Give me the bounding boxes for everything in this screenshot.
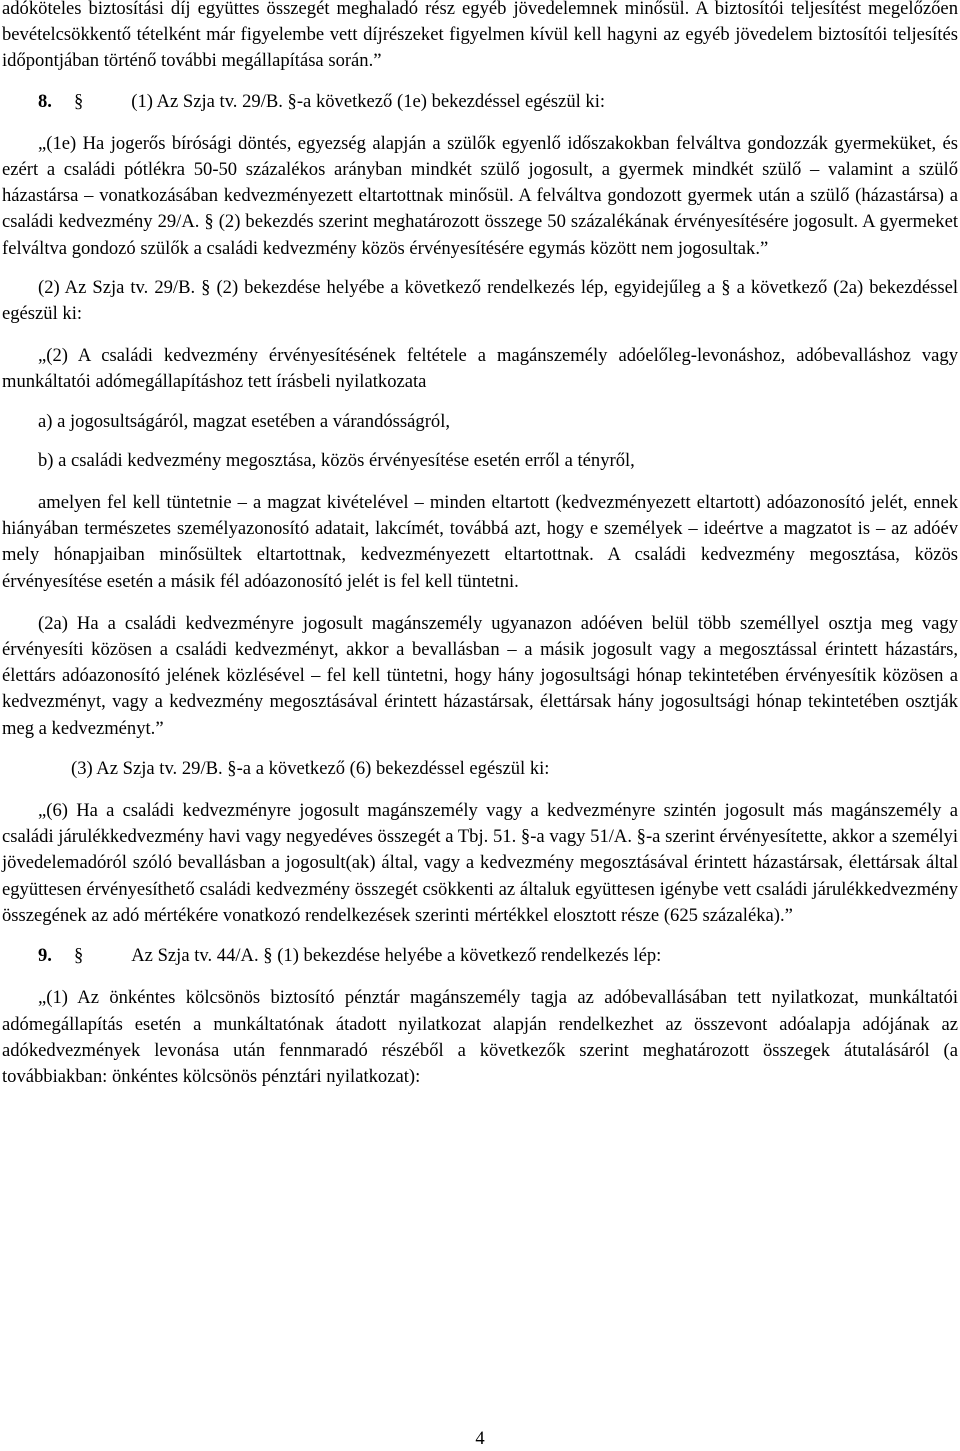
paragraph-2-item-a: a) a jogosultságáról, magzat esetében a várandósságról, bbox=[38, 410, 451, 432]
section-8-number: 8. bbox=[38, 90, 52, 112]
paragraph-1e: „(1e) Ha jogerős bírósági döntés, egyezség alapján a szülők egyenlő időszakokban felváltva gondozzák gyermeküket, és ezért a családi pótlékra 50-50 százalékos arányban mindkét szülő jogosult, a gyermek mindkét szülő – valamint a szülő házastársa – vonatkozásában kedvezményezett eltartottnak minősül. A felváltva gondozott gyermek után a szülő (házastársa) a családi kedvezmény 29/A. § (2) bekezdés szerint meghatározott összege 50 százalékának érvényesítésére jogosult. A gyermeket felváltva gondozó szülők a családi kedvezmény közös érvényesítésére egymás között nem jogosultak.” bbox=[2, 132, 958, 259]
paragraph-6: „(6) Ha a családi kedvezményre jogosult magánszemély vagy a kedvezményre szintén jogosult más magánszemély a családi járulékkedvezmény havi vagy negyedéves összegét a Tbj. 51. §-a vagy 51/A. §-a szerint érvényesítette, akkor a személyi jövedelemadóról szóló bevallásban a jogosult(ak) által, vagy a kedvezmény megosztásával érintett házastársak, élettársak által együttesen érvényesíthető családi kedvezmény összegét csökkenti az általuk együttesen igénybe vett családi járulékkedvezmény összegének az adó mértékére vonatkozó rendelkezések szerinti mértékkel elosztott része (625 százaléka).” bbox=[2, 800, 958, 926]
page-number: 4 bbox=[475, 1428, 485, 1449]
section-8-2-heading: (2) Az Szja tv. 29/B. § (2) bekezdése helyébe a következő rendelkezés lép, egyidejűleg a § a következő (2a) bekezdéssel egészül ki: bbox=[2, 276, 958, 325]
paragraph-2-item-b: b) a családi kedvezmény megosztása, közös érvényesítése esetén erről a tényről, bbox=[38, 449, 635, 471]
paragraph-2-continuation: amelyen fel kell tüntetnie – a magzat kivételével – minden eltartott (kedvezményezett eltartott) adóazonosító jelét, ennek hiányában természetes személyazonosító adatait, lakcímét, továbbá azt, hogy e személyek – ideértve a magzatot is – az adóév mely hónapjaiban minősültek eltartottnak, kedvezményezett eltartottnak. A családi kedvezmény megosztása, közös érvényesítése esetén a másik fél adóazonosító jelét is fel kell tüntetni. bbox=[2, 492, 958, 592]
section-9-heading bbox=[2, 943, 958, 969]
paragraph-2a: (2a) Ha a családi kedvezményre jogosult magánszemély ugyanazon adóéven belül több személlyel osztja meg vagy érvényesíti közösen a családi kedvezményt, akkor a bevallásban – a másik jogosult vagy a megosztással érintett házastárs, élettárs adóazonosító jelének közlésével – fel kell tüntetni, hogy hány jogosultsági hónap tekintetében érvényesítik közösen a kedvezményt, vagy a kedvezmény megosztásával érintett házastársak, élettársak hány jogosultsági hónap tekintetében osztják meg a kedvezményt.” bbox=[2, 612, 958, 739]
section-8-heading bbox=[2, 89, 958, 115]
document-page bbox=[2, 0, 958, 1090]
section-8-3-heading: (3) Az Szja tv. 29/B. §-a a következő (6) bekezdéssel egészül ki: bbox=[71, 757, 550, 779]
section-8-sign: § bbox=[73, 90, 84, 112]
section-9-sign: § bbox=[73, 945, 84, 967]
paragraph-2: „(2) A családi kedvezmény érvényesítésének feltétele a magánszemély adóelőleg-levonáshoz, adóbevalláshoz vagy munkáltatói adómegállapításhoz tett írásbeli nyilatkozata bbox=[2, 345, 958, 393]
section-9-heading-text: Az Szja tv. 44/A. § (1) bekezdése helyébe a következő rendelkezés lép: bbox=[131, 945, 662, 967]
section-9-paragraph-1: „(1) Az önkéntes kölcsönös biztosító pénztár magánszemély tagja az adóbevallásában tett nyilatkozat, munkáltatói adómegállapítás esetén a munkáltatónak átadott nyilatkozat alapján rendelkezhet az összevont adóalapja adójának az adókedvezmények levonása után fennmaradó részéből a következők szerint meghatározott összegek átutalásáról (a továbbiakban: önkéntes kölcsönös pénztári nyilatkozat): bbox=[2, 987, 958, 1087]
section-9-number: 9. bbox=[38, 945, 52, 967]
intro-paragraph: adóköteles biztosítási díj együttes összegét meghaladó rész egyéb jövedelemnek minősül. A biztosítói teljesítést megelőzően bevételcsökkentő tételként már figyelembe vett díjrészeket figyelmen kívül kell hagyni az egyéb jövedelem biztosítói teljesítés időpontjában történő további megállapítása során.” bbox=[2, 0, 958, 72]
section-8-heading-text: (1) Az Szja tv. 29/B. §-a következő (1e) bekezdéssel egészül ki: bbox=[131, 90, 606, 112]
